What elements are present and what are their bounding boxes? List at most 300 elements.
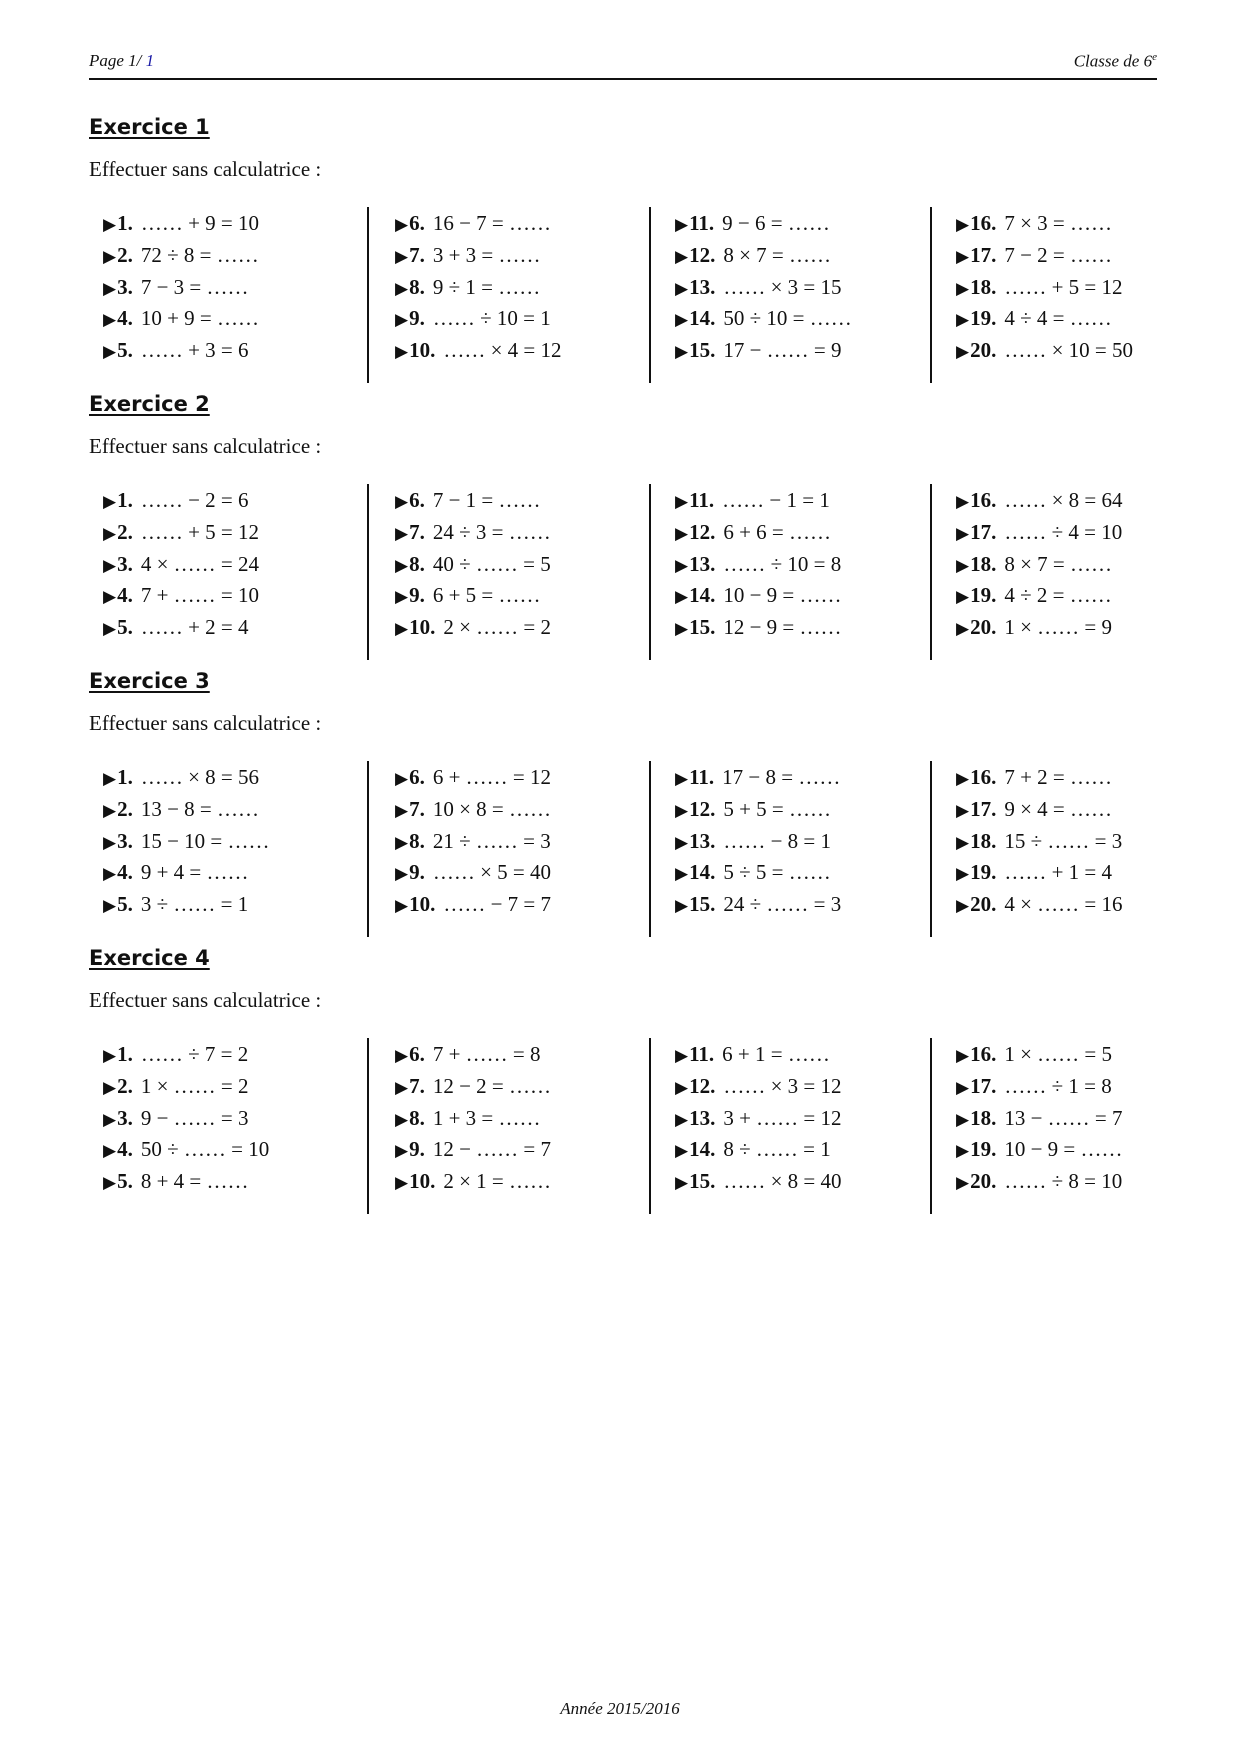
- exercise-item: [395, 275, 540, 305]
- item-number: [395, 615, 435, 639]
- item-expression: 7 × 3 = ……: [1004, 211, 1113, 235]
- item-expression: 9 × 4 = ……: [1004, 796, 1113, 821]
- exercise-item: [956, 615, 1112, 645]
- exercise-item: [103, 552, 259, 582]
- item-number: [956, 1137, 996, 1161]
- item-number: [103, 1106, 133, 1130]
- triangle-bullet-icon: ▶: [395, 800, 409, 820]
- triangle-bullet-icon: ▶: [675, 587, 689, 607]
- item-number: [956, 306, 996, 330]
- exercise-item: [103, 1169, 249, 1199]
- exercise-item: [956, 520, 1122, 550]
- item-number-text: 7.: [409, 1073, 425, 1098]
- item-expression: …… + 1 = 4: [1004, 860, 1113, 885]
- exercise-item: [956, 243, 1112, 273]
- item-number-text: 8.: [409, 828, 425, 853]
- triangle-bullet-icon: ▶: [956, 896, 970, 916]
- triangle-bullet-icon: ▶: [395, 555, 409, 575]
- exercise-item: [395, 488, 541, 518]
- exercise-item: [103, 243, 259, 273]
- item-expression: 9 − …… = 3: [140, 1105, 249, 1130]
- exercise-item: [103, 488, 249, 518]
- triangle-bullet-icon: ▶: [103, 1141, 117, 1161]
- triangle-bullet-icon: ▶: [103, 896, 117, 916]
- item-number-text: 2.: [117, 796, 133, 821]
- item-expression: 1 × …… = 5: [1004, 1042, 1113, 1066]
- exercise-title: Exercice 1: [89, 115, 210, 139]
- item-number-text: 5.: [117, 1169, 133, 1194]
- item-expression: …… + 2 = 4: [140, 615, 249, 640]
- item-expression: …… × 4 = 12: [443, 338, 562, 363]
- exercise-item: [675, 892, 841, 922]
- item-number-text: 14.: [689, 1137, 716, 1162]
- item-expression: 2 × …… = 2: [443, 615, 552, 640]
- page-indicator: [89, 51, 154, 71]
- triangle-bullet-icon: ▶: [395, 619, 409, 639]
- item-number: [675, 797, 715, 821]
- triangle-bullet-icon: ▶: [956, 864, 970, 884]
- item-number-text: 4.: [117, 860, 133, 885]
- exercise-column-4: [930, 207, 1202, 383]
- item-expression: 6 + 5 = ……: [432, 583, 541, 608]
- exercise-column-1: [95, 484, 365, 660]
- item-expression: 17 − 8 = ……: [722, 765, 841, 789]
- item-number-text: 20.: [970, 1169, 997, 1194]
- triangle-bullet-icon: ▶: [103, 864, 117, 884]
- item-number: [395, 520, 425, 544]
- item-number-text: 5.: [117, 615, 133, 640]
- exercise-item: [675, 552, 841, 582]
- item-number: [956, 829, 996, 853]
- item-number: [103, 211, 133, 235]
- item-number-text: 16.: [970, 211, 997, 235]
- item-number-text: 5.: [117, 338, 133, 363]
- item-number: [395, 488, 425, 512]
- triangle-bullet-icon: ▶: [675, 1173, 689, 1193]
- item-number: [675, 860, 715, 884]
- item-expression: 12 − 2 = ……: [432, 1073, 552, 1098]
- exercise-item: [675, 243, 831, 273]
- exercise-grid: [89, 761, 1157, 937]
- exercise-instruction: Effectuer sans calculatrice :: [89, 711, 322, 735]
- triangle-bullet-icon: ▶: [395, 1077, 409, 1097]
- item-number: [675, 552, 715, 576]
- triangle-bullet-icon: ▶: [103, 1173, 117, 1193]
- triangle-bullet-icon: ▶: [395, 587, 409, 607]
- item-number: [103, 306, 133, 330]
- triangle-bullet-icon: ▶: [395, 864, 409, 884]
- triangle-bullet-icon: ▶: [395, 896, 409, 916]
- exercise-column-2: [367, 761, 639, 937]
- item-number-text: 3.: [117, 828, 133, 853]
- item-expression: …… + 3 = 6: [140, 338, 249, 363]
- item-expression: 9 + 4 = ……: [140, 860, 249, 885]
- triangle-bullet-icon: ▶: [103, 246, 117, 266]
- item-number: [956, 1042, 996, 1066]
- item-expression: 4 ÷ 4 = ……: [1004, 306, 1112, 331]
- item-number: [103, 765, 133, 789]
- item-expression: 40 ÷ …… = 5: [432, 551, 551, 576]
- triangle-bullet-icon: ▶: [103, 1046, 117, 1065]
- item-expression: …… × 3 = 15: [723, 274, 842, 299]
- exercise-item: [956, 552, 1112, 582]
- item-number-text: 4.: [117, 583, 133, 608]
- triangle-bullet-icon: ▶: [103, 619, 117, 639]
- triangle-bullet-icon: ▶: [956, 832, 970, 852]
- exercise-item: [956, 488, 1123, 518]
- item-number-text: 13.: [689, 828, 716, 853]
- exercise-item: [103, 1042, 248, 1072]
- item-number-text: 14.: [689, 306, 716, 331]
- item-number-text: 13.: [689, 1105, 716, 1130]
- exercise-column-1: [95, 207, 365, 383]
- exercise-item: [395, 338, 562, 368]
- exercise-item: [675, 211, 830, 241]
- exercise-item: [395, 583, 541, 613]
- item-number: [103, 488, 133, 512]
- triangle-bullet-icon: ▶: [395, 832, 409, 852]
- item-number-text: 15.: [689, 892, 716, 917]
- exercise-item: [675, 583, 842, 613]
- item-number: [675, 275, 715, 299]
- item-number-text: 10.: [409, 1169, 436, 1194]
- item-expression: 10 × 8 = ……: [432, 796, 552, 821]
- triangle-bullet-icon: ▶: [103, 1077, 117, 1097]
- item-expression: 4 ÷ 2 = ……: [1004, 583, 1112, 608]
- item-expression: …… × 8 = 56: [140, 765, 260, 789]
- item-expression: 6 + 1 = ……: [722, 1042, 830, 1066]
- exercise-item: [103, 765, 259, 795]
- triangle-bullet-icon: ▶: [675, 310, 689, 330]
- exercise-column-2: [367, 207, 639, 383]
- item-expression: 8 × 7 = ……: [723, 242, 832, 267]
- item-number: [675, 1042, 714, 1066]
- triangle-bullet-icon: ▶: [956, 555, 970, 575]
- item-number: [675, 1169, 715, 1193]
- triangle-bullet-icon: ▶: [103, 523, 117, 543]
- item-number-text: 15.: [689, 615, 716, 640]
- exercise-1: [89, 115, 1157, 363]
- exercise-grid: [89, 484, 1157, 660]
- item-expression: …… + 9 = 10: [140, 211, 260, 235]
- item-expression: 15 − 10 = ……: [140, 828, 270, 853]
- item-number: [395, 583, 425, 607]
- item-expression: …… + 5 = 12: [1004, 274, 1123, 299]
- triangle-bullet-icon: ▶: [103, 278, 117, 298]
- item-number: [103, 860, 133, 884]
- item-number-text: 1.: [117, 488, 133, 512]
- triangle-bullet-icon: ▶: [956, 342, 970, 362]
- exercise-item: [395, 306, 551, 336]
- item-number: [395, 1106, 425, 1130]
- exercise-item: [395, 1169, 551, 1199]
- triangle-bullet-icon: ▶: [103, 800, 117, 820]
- item-expression: 10 − 9 = ……: [723, 583, 842, 608]
- triangle-bullet-icon: ▶: [103, 310, 117, 330]
- triangle-bullet-icon: ▶: [956, 523, 970, 543]
- item-number: [395, 860, 425, 884]
- exercise-item: [395, 1137, 551, 1167]
- triangle-bullet-icon: ▶: [956, 278, 970, 298]
- item-number: [956, 488, 996, 512]
- item-number-text: 9.: [409, 860, 425, 885]
- item-expression: …… − 2 = 6: [140, 488, 249, 512]
- item-number: [675, 1106, 715, 1130]
- exercise-item: [675, 306, 852, 336]
- item-number: [675, 1137, 715, 1161]
- triangle-bullet-icon: ▶: [395, 492, 409, 511]
- item-number: [675, 488, 714, 512]
- item-number: [103, 275, 133, 299]
- exercise-4: [89, 946, 1157, 1194]
- item-expression: 50 ÷ …… = 10: [140, 1137, 270, 1162]
- triangle-bullet-icon: ▶: [956, 1077, 970, 1097]
- exercise-item: [103, 520, 259, 550]
- item-number: [103, 829, 133, 853]
- item-expression: 6 + 6 = ……: [723, 519, 832, 544]
- item-number: [956, 275, 996, 299]
- item-number-text: 2.: [117, 519, 133, 544]
- item-expression: 17 − …… = 9: [723, 338, 842, 363]
- item-number-text: 1.: [117, 765, 133, 789]
- item-number: [956, 765, 996, 789]
- exercise-item: [675, 275, 842, 305]
- item-expression: …… ÷ 4 = 10: [1004, 519, 1123, 544]
- exercise-item: [103, 892, 248, 922]
- triangle-bullet-icon: ▶: [675, 864, 689, 884]
- item-expression: …… × 8 = 40: [723, 1169, 842, 1194]
- item-number-text: 10.: [409, 338, 436, 363]
- exercise-item: [395, 829, 551, 859]
- item-number: [395, 306, 425, 330]
- item-number: [956, 552, 996, 576]
- triangle-bullet-icon: ▶: [675, 800, 689, 820]
- item-number-text: 19.: [970, 860, 997, 885]
- triangle-bullet-icon: ▶: [395, 1141, 409, 1161]
- item-number: [103, 1169, 133, 1193]
- item-number: [395, 1169, 435, 1193]
- exercise-item: [395, 765, 551, 795]
- item-expression: 21 ÷ …… = 3: [432, 828, 551, 853]
- item-expression: 13 − …… = 7: [1004, 1105, 1123, 1130]
- triangle-bullet-icon: ▶: [103, 215, 117, 234]
- exercise-item: [956, 892, 1123, 922]
- item-number: [956, 797, 996, 821]
- exercise-column-3: [649, 1038, 921, 1214]
- item-expression: 72 ÷ 8 = ……: [140, 242, 259, 267]
- item-number: [103, 243, 133, 267]
- item-number-text: 16.: [970, 765, 997, 789]
- item-expression: 24 ÷ 3 = ……: [432, 519, 551, 544]
- item-expression: 5 ÷ 5 = ……: [723, 860, 831, 885]
- exercise-column-1: [95, 1038, 365, 1214]
- exercise-item: [103, 860, 249, 890]
- triangle-bullet-icon: ▶: [956, 769, 970, 788]
- triangle-bullet-icon: ▶: [675, 896, 689, 916]
- triangle-bullet-icon: ▶: [675, 1046, 689, 1065]
- exercise-item: [103, 211, 259, 241]
- item-expression: …… − 7 = 7: [443, 892, 552, 917]
- item-number: [395, 275, 425, 299]
- item-number: [956, 520, 996, 544]
- exercise-item: [395, 520, 551, 550]
- triangle-bullet-icon: ▶: [395, 246, 409, 266]
- class-label: [1074, 51, 1157, 72]
- item-expression: …… + 5 = 12: [140, 519, 260, 544]
- exercise-item: [956, 1074, 1112, 1104]
- item-number: [956, 1074, 996, 1098]
- triangle-bullet-icon: ▶: [956, 1141, 970, 1161]
- item-number: [103, 552, 133, 576]
- item-number-text: 18.: [970, 828, 997, 853]
- class-label-text: Classe de 6: [1073, 51, 1153, 71]
- exercise-item: [675, 1169, 842, 1199]
- exercise-item: [675, 1074, 842, 1104]
- item-expression: 4 × …… = 24: [140, 551, 260, 576]
- item-number: [956, 243, 996, 267]
- item-number: [675, 892, 715, 916]
- exercise-item: [103, 1137, 269, 1167]
- item-number: [675, 829, 715, 853]
- item-expression: 7 − 3 = ……: [140, 274, 249, 299]
- item-expression: 1 × …… = 2: [140, 1073, 249, 1098]
- item-number: [103, 1042, 133, 1066]
- triangle-bullet-icon: ▶: [956, 1173, 970, 1193]
- exercise-title: Exercice 3: [89, 669, 210, 693]
- triangle-bullet-icon: ▶: [956, 310, 970, 330]
- page-label: Page 1/: [89, 51, 142, 70]
- exercise-item: [395, 797, 551, 827]
- page-header: [89, 48, 1157, 80]
- item-expression: 8 + 4 = ……: [140, 1169, 249, 1194]
- exercise-item: [395, 860, 551, 890]
- item-number-text: 2.: [117, 242, 133, 267]
- item-expression: …… − 1 = 1: [722, 488, 830, 512]
- exercise-item: [395, 615, 551, 645]
- item-expression: 16 − 7 = ……: [432, 211, 552, 235]
- item-number-text: 16.: [970, 488, 997, 512]
- item-number: [395, 243, 425, 267]
- triangle-bullet-icon: ▶: [395, 523, 409, 543]
- triangle-bullet-icon: ▶: [395, 1173, 409, 1193]
- triangle-bullet-icon: ▶: [103, 587, 117, 607]
- triangle-bullet-icon: ▶: [395, 769, 409, 788]
- triangle-bullet-icon: ▶: [395, 342, 409, 362]
- item-number-text: 19.: [970, 306, 997, 331]
- item-number: [675, 1074, 715, 1098]
- exercise-item: [675, 615, 842, 645]
- exercise-item: [956, 860, 1112, 890]
- item-number-text: 20.: [970, 338, 997, 363]
- triangle-bullet-icon: ▶: [675, 769, 689, 788]
- item-number-text: 15.: [689, 338, 716, 363]
- item-expression: …… − 8 = 1: [723, 828, 832, 853]
- item-number-text: 7.: [409, 519, 425, 544]
- item-expression: 10 + 9 = ……: [140, 306, 260, 331]
- exercise-item: [103, 338, 249, 368]
- exercise-grid: [89, 207, 1157, 383]
- class-label-sup: e: [1152, 51, 1157, 63]
- item-number-text: 4.: [117, 306, 133, 331]
- item-expression: 8 ÷ …… = 1: [723, 1137, 831, 1162]
- exercise-item: [956, 797, 1112, 827]
- item-number-text: 8.: [409, 274, 425, 299]
- item-expression: …… ÷ 7 = 2: [140, 1042, 249, 1066]
- page-total-link[interactable]: 1: [145, 51, 155, 70]
- exercise-item: [103, 1074, 249, 1104]
- exercise-column-4: [930, 761, 1202, 937]
- triangle-bullet-icon: ▶: [103, 832, 117, 852]
- exercise-item: [956, 829, 1122, 859]
- exercise-item: [675, 520, 831, 550]
- item-number-text: 18.: [970, 551, 997, 576]
- item-number-text: 10.: [409, 892, 436, 917]
- triangle-bullet-icon: ▶: [675, 342, 689, 362]
- item-number: [675, 338, 715, 362]
- item-number: [395, 829, 425, 853]
- item-number-text: 17.: [970, 242, 997, 267]
- exercise-item: [103, 1106, 249, 1136]
- item-expression: 24 ÷ …… = 3: [723, 892, 842, 917]
- triangle-bullet-icon: ▶: [675, 1141, 689, 1161]
- item-number-text: 16.: [970, 1042, 997, 1066]
- exercise-column-2: [367, 484, 639, 660]
- exercise-item: [395, 892, 551, 922]
- item-expression: 10 − 9 = ……: [1004, 1137, 1123, 1162]
- item-number: [675, 765, 714, 789]
- exercise-grid: [89, 1038, 1157, 1214]
- exercise-instruction: Effectuer sans calculatrice :: [89, 988, 322, 1012]
- item-number: [103, 892, 133, 916]
- item-number-text: 5.: [117, 892, 133, 917]
- exercise-item: [956, 583, 1112, 613]
- item-number-text: 11.: [689, 765, 715, 789]
- item-number: [956, 615, 996, 639]
- item-number-text: 20.: [970, 892, 997, 917]
- exercise-item: [675, 488, 830, 518]
- exercise-item: [395, 1042, 541, 1072]
- item-expression: 4 × …… = 16: [1004, 892, 1123, 917]
- item-number-text: 12.: [689, 242, 716, 267]
- item-expression: 50 ÷ 10 = ……: [723, 306, 852, 331]
- triangle-bullet-icon: ▶: [395, 215, 409, 234]
- exercise-column-2: [367, 1038, 639, 1214]
- triangle-bullet-icon: ▶: [395, 310, 409, 330]
- item-number-text: 17.: [970, 1073, 997, 1098]
- exercise-column-3: [649, 761, 921, 937]
- item-number: [956, 892, 996, 916]
- exercise-item: [675, 1137, 831, 1167]
- exercise-item: [103, 615, 249, 645]
- triangle-bullet-icon: ▶: [956, 246, 970, 266]
- item-number-text: 17.: [970, 796, 997, 821]
- item-number-text: 6.: [409, 1042, 425, 1066]
- exercise-column-3: [649, 484, 921, 660]
- item-expression: 9 ÷ 1 = ……: [432, 274, 541, 299]
- item-number-text: 1.: [117, 1042, 133, 1066]
- item-number-text: 9.: [409, 583, 425, 608]
- exercise-2: [89, 392, 1157, 640]
- item-number-text: 3.: [117, 551, 133, 576]
- item-number-text: 11.: [689, 488, 715, 512]
- item-expression: 2 × 1 = ……: [443, 1169, 552, 1194]
- item-expression: …… ÷ 10 = 1: [432, 306, 551, 331]
- exercise-item: [103, 583, 259, 613]
- triangle-bullet-icon: ▶: [675, 832, 689, 852]
- triangle-bullet-icon: ▶: [395, 278, 409, 298]
- exercise-item: [395, 243, 541, 273]
- item-number-text: 19.: [970, 1137, 997, 1162]
